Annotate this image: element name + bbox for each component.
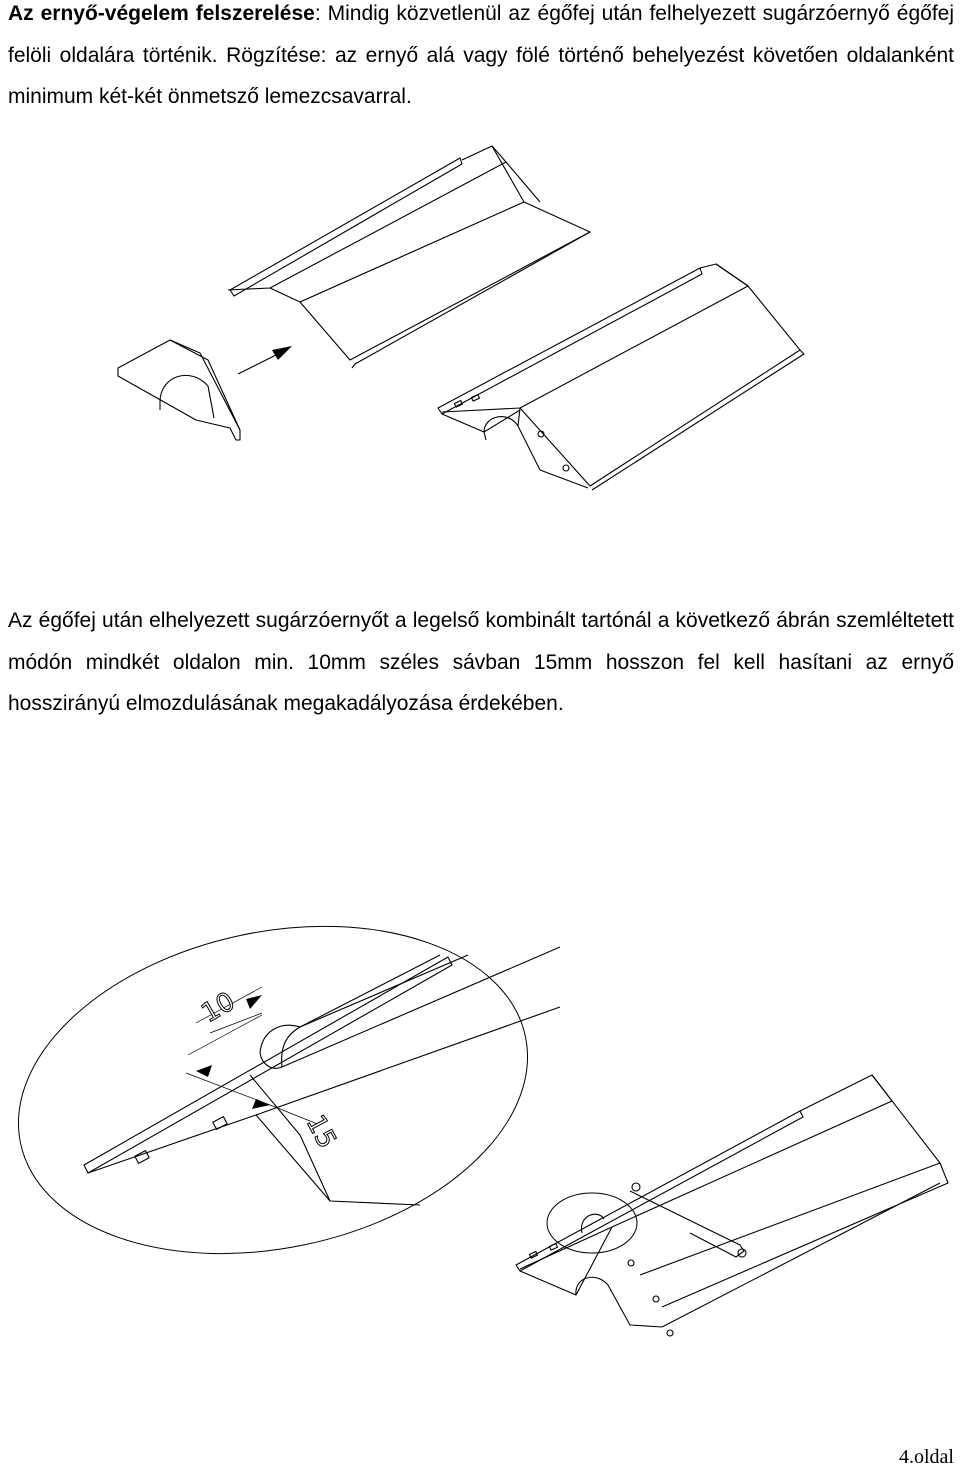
instruction-paragraph: Az égőfej után elhelyezett sugárzóernyőt a legelső kombinált tartónál a következő ábrán szemléltetett módón mindkét oldalon min. 10mm széles sávban 15mm hosszon fel kell hasítani az ernyő hosszirányú elmozdulásának megakadályozása érdekében. <box>8 609 954 715</box>
assembled-shield-with-slit <box>516 1075 948 1336</box>
page-number: 4.oldal <box>899 1446 954 1468</box>
end-cap-part <box>118 340 240 440</box>
intro-text: : Mindig közvetlenül az égőfej után felhelyezett sugárzóernyő égőfej felöli oldalára történik. Rögzítése: az ernyő alá vagy fölé történő behelyezést követően oldalanként minimum két-két önmetsző lemezcsavarral. <box>8 2 955 108</box>
detail-shield-view <box>84 947 560 1205</box>
upper-shield-part <box>228 146 590 368</box>
insertion-arrow <box>238 346 292 374</box>
end-element-assembly-drawing <box>0 140 960 520</box>
intro-paragraph <box>8 0 954 118</box>
dim-width-label: 10 <box>196 986 241 1030</box>
assembled-shield-part <box>438 264 804 490</box>
slit-detail-drawing <box>0 915 960 1435</box>
dim-length-label: 15 <box>299 1110 342 1154</box>
intro-bold-lead: Az ernyő-végelem felszerelése <box>8 2 315 25</box>
